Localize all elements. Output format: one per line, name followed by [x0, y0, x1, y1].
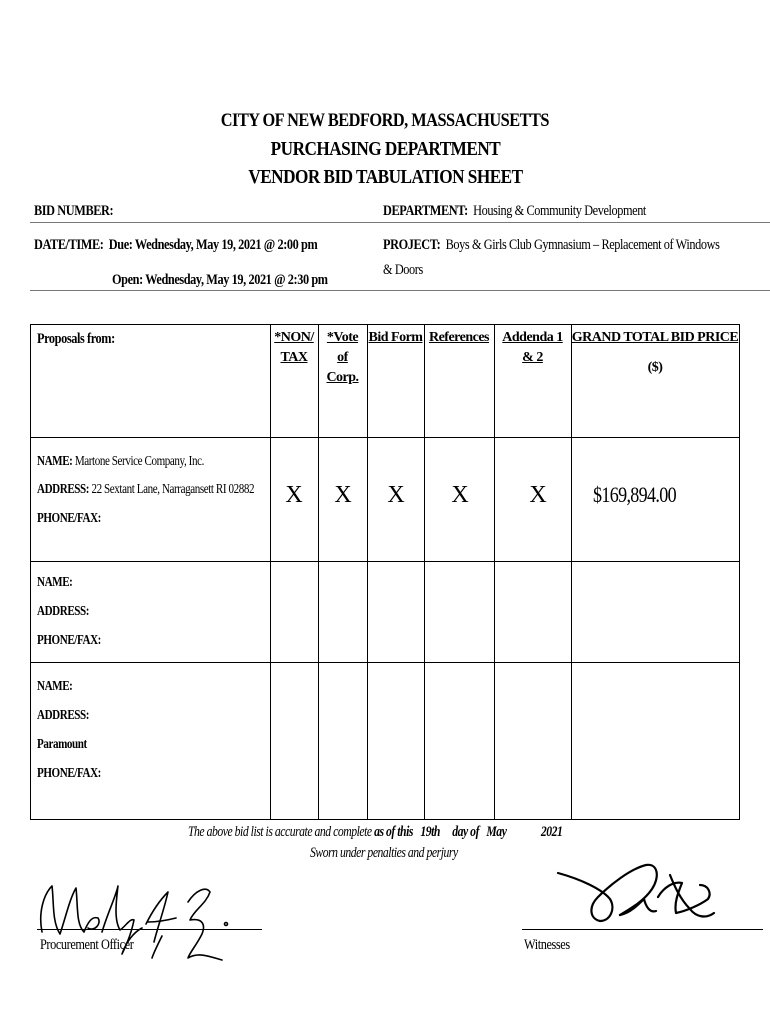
department-value: Housing & Community Development [473, 203, 646, 219]
officer-signature [30, 872, 270, 972]
due-datetime: Due: Wednesday, May 19, 2021 @ 2:00 pm [108, 237, 318, 253]
col-header-line: *Vote [326, 330, 359, 345]
attestation-day: 19th [420, 824, 440, 840]
row3-extra: Paramount [37, 736, 87, 751]
table-col-border [270, 324, 271, 820]
row2-name: NAME: [37, 574, 73, 589]
witness-signature [550, 855, 730, 935]
col-header-grand-total [571, 328, 739, 348]
col-header-line: Bid Form [368, 330, 423, 345]
city-heading: CITY OF NEW BEDFORD, MASSACHUSETTS [220, 110, 550, 131]
attestation-sworn: Sworn under penalties and perjury [310, 845, 458, 861]
divider [30, 222, 770, 223]
col-header-line: References [428, 330, 490, 345]
attestation-month: May [486, 824, 507, 840]
row3-name: NAME: [37, 678, 73, 693]
table-top-border [30, 324, 740, 325]
project-field [383, 237, 770, 254]
row1-references-mark: X [451, 482, 469, 508]
officer-label: Procurement Officer [40, 937, 134, 953]
table-row-border [30, 662, 740, 663]
col-header-line: of [337, 350, 348, 365]
table-col-border [739, 324, 740, 820]
datetime-label: DATE/TIME: [34, 237, 104, 253]
row1-bid-form-mark: X [387, 482, 405, 508]
department-field [383, 203, 704, 220]
table-col-border [571, 324, 572, 820]
row1-name: NAME: Martone Service Company, Inc. [37, 453, 204, 468]
col-header-vote-of-corp [318, 328, 367, 388]
datetime-field [34, 237, 380, 254]
row2-phone: PHONE/FAX: [37, 632, 101, 647]
row1-grand-total: $169,894.00 [593, 482, 676, 507]
table-col-border [318, 324, 319, 820]
table-col-border [424, 324, 425, 820]
project-value: Boys & Girls Club Gymnasium – Replacement of Windows [445, 237, 720, 253]
department-heading: PURCHASING DEPARTMENT [270, 138, 500, 160]
col-header-addenda [494, 328, 571, 368]
col-header-line: Addenda 1 [502, 330, 563, 345]
row1-address: ADDRESS: 22 Sextant Lane, Narragansett RI 02882 [37, 481, 255, 496]
table-col-border [30, 324, 31, 820]
attestation-year: 2021 [540, 824, 563, 840]
proposals-header: Proposals from: [37, 331, 115, 347]
row1-phone: PHONE/FAX: [37, 510, 101, 525]
open-datetime: Open: Wednesday, May 19, 2021 @ 2:30 pm [112, 272, 328, 288]
bid-number-label: BID NUMBER: [34, 203, 114, 219]
col-header-line: & 2 [522, 350, 543, 365]
table-col-border [494, 324, 495, 820]
table-bottom-border [30, 819, 740, 820]
row1-addenda-mark: X [529, 482, 547, 508]
col-header-references [424, 328, 494, 348]
row3-phone: PHONE/FAX: [37, 765, 101, 780]
col-header-line: TAX [280, 350, 308, 365]
col-header-non-tax [270, 328, 318, 368]
witness-label: Witnesses [524, 937, 570, 953]
row1-non-tax-mark: X [285, 482, 303, 508]
row3-address: ADDRESS: [37, 707, 90, 722]
grand-total-unit: ($) [647, 360, 663, 375]
witness-signature-line [522, 929, 763, 930]
col-header-bid-form [367, 328, 424, 348]
col-header-line: *NON/ [274, 330, 314, 345]
row2-address: ADDRESS: [37, 603, 90, 618]
sheet-title: VENDOR BID TABULATION SHEET [247, 166, 523, 188]
department-label: DEPARTMENT: [383, 203, 468, 219]
officer-signature-line [37, 929, 262, 930]
attestation-line: The above bid list is accurate and complete as of this 19th day of May 2021 [188, 824, 563, 840]
divider [30, 290, 770, 291]
project-label: PROJECT: [383, 237, 441, 253]
table-col-border [367, 324, 368, 820]
table-row-border [30, 437, 740, 438]
row1-vote-mark: X [334, 482, 352, 508]
table-row-border [30, 561, 740, 562]
col-header-line: Corp. [326, 370, 359, 385]
project-value-cont: & Doors [383, 262, 423, 278]
col-header-line: GRAND TOTAL BID PRICE [571, 330, 739, 345]
